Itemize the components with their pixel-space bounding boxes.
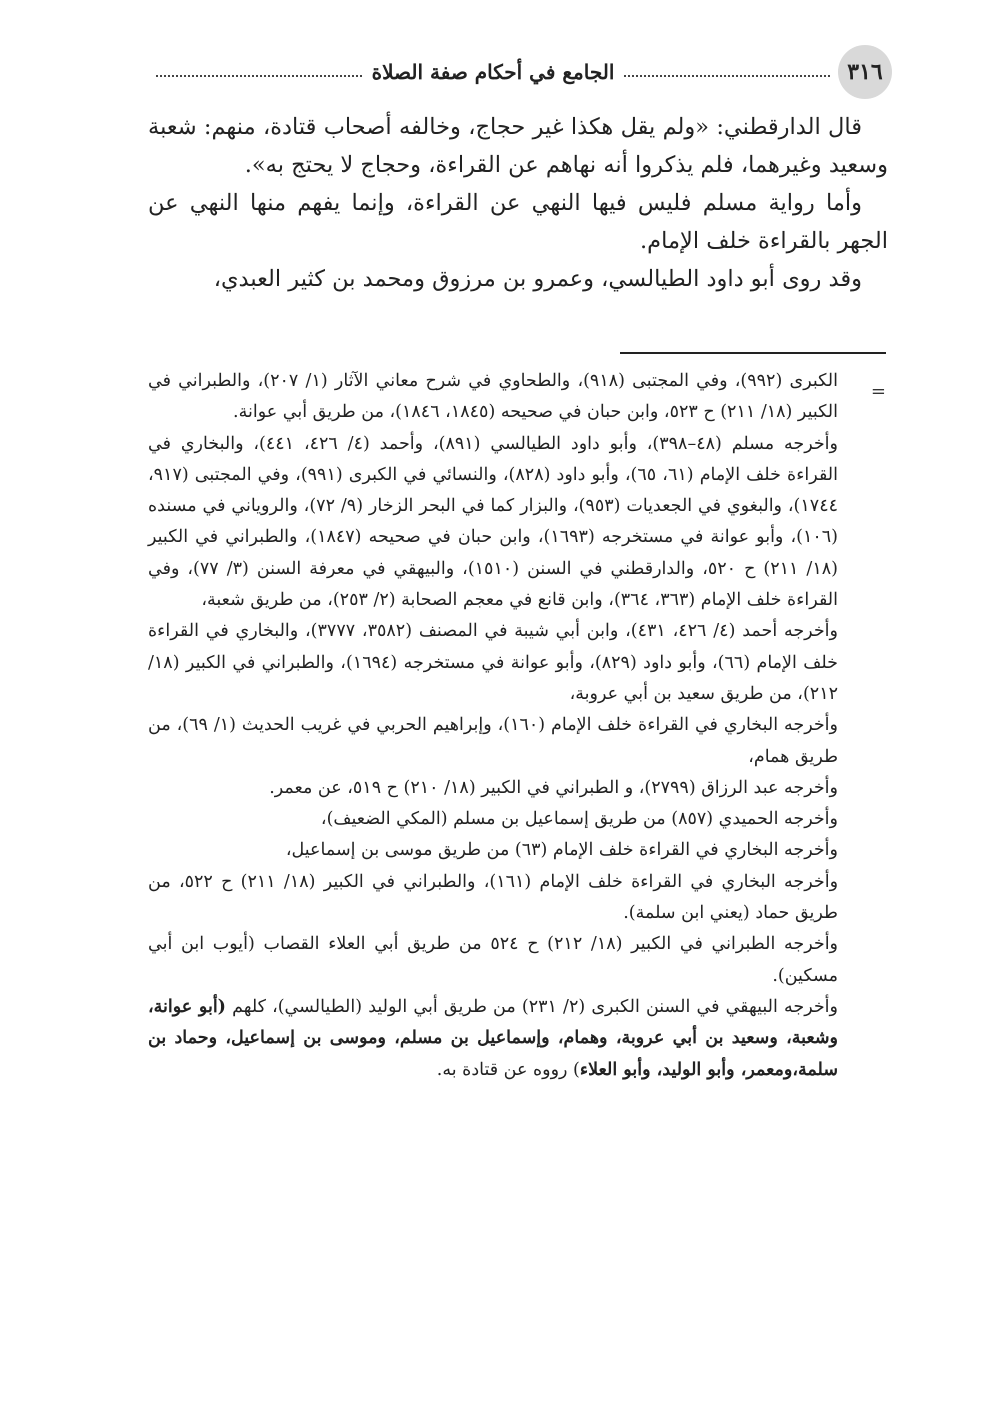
footnote-text: ) رووه عن قتادة به. (436, 1059, 580, 1080)
footnote-separator (620, 352, 886, 354)
footnote-paragraph: وأخرجه البخاري في القراءة خلف الإمام (١٦١)، والطبراني في الكبير (١٨/ ٢١١) ح ٥٢٢، من طريق حماد (يعني ابن سلمة). (148, 871, 839, 924)
footnote-paragraph-last (148, 992, 888, 1086)
footnote-paragraph: وأخرجه عبد الرزاق (٢٧٩٩)، و الطبراني في الكبير (١٨/ ٢١٠) ح ٥١٩، عن معمر. (269, 777, 838, 798)
footnote-text: وأخرجه البيهقي في السنن الكبرى (٢/ ٢٣١) من طريق أبي الوليد (الطيالسي)، كلهم (225, 996, 838, 1017)
footnote-paragraph: وأخرجه أحمد (٤/ ٤٢٦، ٤٣١)، وابن أبي شيبة في المصنف (٣٥٨٢، ٣٧٧٧)، والبخاري في القراءة خلف الإمام (٦٦)، وأبو داود (٨٢٩)، وأبو عوانة في مستخرجه (١٦٩٤)، والطبراني في الكبير (١٨/ ٢١٢)، من طريق سعيد بن أبي عروبة، (148, 621, 838, 704)
footnotes (148, 366, 888, 1086)
footnote-continuation-marker: = (870, 381, 886, 402)
header-dots-right (624, 75, 830, 77)
footnote-paragraph: وأخرجه البخاري في القراءة خلف الإمام (١٦٠)، وإبراهيم الحربي في غريب الحديث (١/ ٦٩)، من طريق همام، (148, 715, 838, 767)
footnote-paragraph: وأخرجه الحميدي (٨٥٧) من طريق إسماعيل بن مسلم (المكي الضعيف)، (320, 809, 838, 830)
page-header (148, 44, 892, 100)
footnote-paragraph: وأخرجه مسلم (٤٨–٣٩٨)، وأبو داود الطيالسي (٨٩١)، وأحمد (٤/ ٤٢٦، ٤٤١)، والبخاري في القراءة خلف الإمام (٦١، ٦٥)، وأبو داود (٨٢٨)، والنسائي في الكبرى (٩٩١)، وفي المجتبى (٩١٧، ١٧٤٤)، والبغوي في الجعديات (٩٥٣)، والبزار كما في البحر الزخار (٩/ ٧٢)، والروياني في مسنده (١٠٦)، وأبو عوانة في مستخرجه (١٦٩٣)، وابن حبان في صحيحه (١٨٤٧)، والطبراني في الكبير (١٨/ ٢١١) ح ٥٢٠، والدارقطني في السنن (١٥١٠)، والبيهقي في معرفة السنن (٣/ ٧٧)، وفي القراءة خلف الإمام (٣٦٣، ٣٦٤)، وابن قانع في معجم الصحابة (٢/ ٢٥٣)، من طريق شعبة، (148, 433, 838, 611)
page-number: ٣١٦ (838, 45, 892, 99)
main-paragraph: قال الدارقطني: «ولم يقل هكذا غير حجاج، وخالفه أصحاب قتادة، منهم: شعبة وسعيد وغيرهما، فلم يذكروا أنه نهاهم عن القراءة، وحجاج لا يحتج به». (148, 114, 888, 178)
footnote-bold-narrators: (أبو عوانة، وشعبة، وسعيد بن أبي عروبة، وهمام، وإسماعيل بن مسلم، وموسى بن إسماعيل، وحماد بن سلمة،ومعمر، وأبو الوليد، وأبو العلاء (148, 996, 838, 1080)
main-paragraph: وأما رواية مسلم فليس فيها النهي عن القراءة، وإنما يفهم منها النهي عن الجهر بالقراءة خلف الإمام. (148, 190, 888, 254)
running-title: الجامع في أحكام صفة الصلاة (371, 60, 615, 84)
footnote-paragraph: وأخرجه البخاري في القراءة خلف الإمام (٦٣) من طريق موسى بن إسماعيل، (285, 840, 838, 861)
main-paragraph: وقد روى أبو داود الطيالسي، وعمرو بن مرزوق ومحمد بن كثير العبدي، (213, 266, 862, 292)
header-dots-left (156, 75, 362, 77)
footnote-paragraph: وأخرجه الطبراني في الكبير (١٨/ ٢١٢) ح ٥٢٤ من طريق أبي العلاء القصاب (أيوب ابن أبي مسكين). (148, 934, 839, 986)
footnote-paragraph: الكبرى (٩٩٢)، وفي المجتبى (٩١٨)، والطحاوي في شرح معاني الآثار (١/ ٢٠٧)، والطبراني في الكبير (١٨/ ٢١١) ح ٥٢٣، وابن حبان في صحيحه (١٨٤٥، ١٨٤٦)، من طريق أبي عوانة. (148, 371, 838, 423)
main-text (148, 108, 888, 298)
